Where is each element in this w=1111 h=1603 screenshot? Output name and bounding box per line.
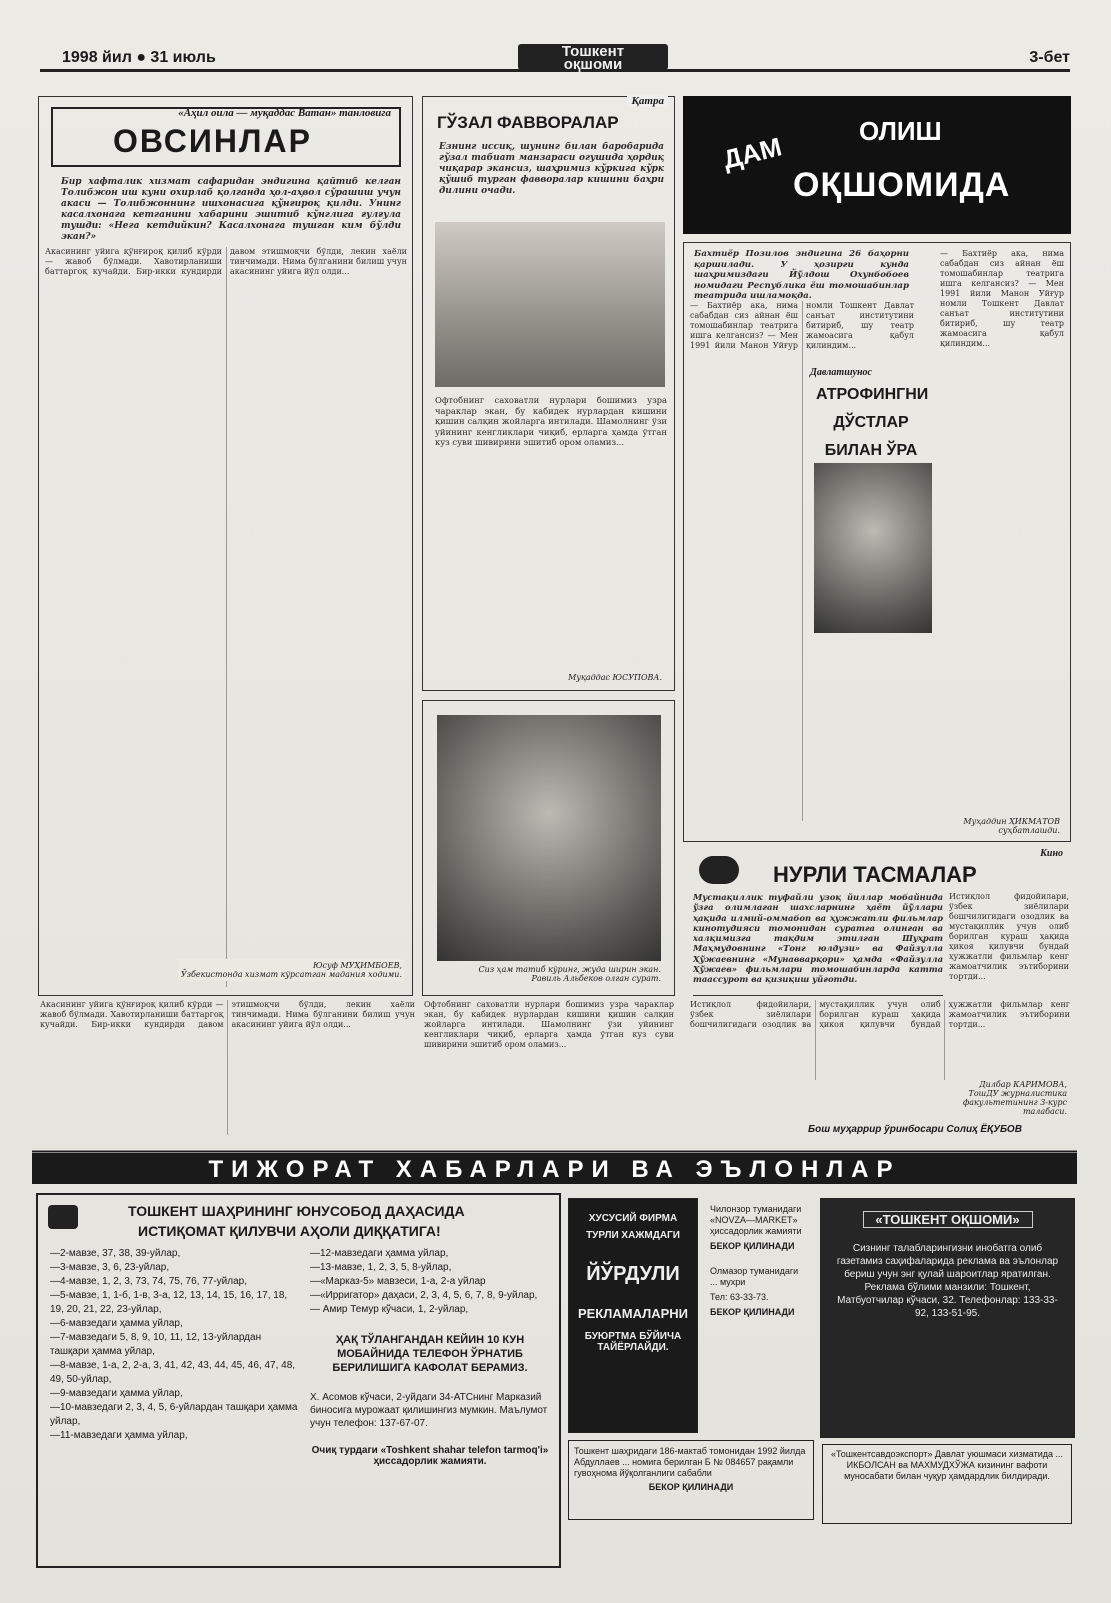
ad5-text: Тошкент шаҳридаги 186-мактаб томонидан 1992 йилда Абдуллаев ... номига берилган Б № 084657 рақамли гувоҳнома йўқолганлиги сабабли bbox=[574, 1446, 806, 1478]
banner-line3: ОҚШОМИДА bbox=[793, 166, 1011, 204]
article-signature: Юсуф МУҲИМБОЕВ, bbox=[312, 961, 402, 970]
article-lead: Бир хафталик хизмат сафаридан эндигина қайтиб келган Толибжон иш куни охирлаб қолганда ҳол-аҳвол сўрашиш учун акаси — Толибжоннинг ишхонасига қўнғироқ қилди. Унинг касалхонага кетганини хабарини эшитиб кўнглига ғулғула тушди: «Нега кетдийкин? Касалхонага тушган ким бўлди экан?» bbox=[61, 177, 401, 242]
actor-portrait bbox=[814, 463, 932, 633]
interview-right-column: — Бахтиёр ака, нима сабабдан сиз айнан ёш томошабинлар театрига ишга келгансиз? — Мен 1991 йили Манон Уйғур номли Тошкент Давлат санъат институтини битириб, шу театр жамоасига қабул қилиндим... bbox=[940, 249, 1064, 348]
ad-address: Х. Асомов кўчаси, 2-уйдаги 34-АТСнинг Марказий биносига мурожаат қилишингиз мумкин. Маълумот учун телефон: 137-67-07. bbox=[310, 1392, 548, 1429]
ad4-title: «ТОШКЕНТ ОҚШОМИ» bbox=[863, 1211, 1033, 1228]
address-list-left: —2-мавзе, 37, 38, 39-уйлар, —3-мавзе, 3, 6, 23-уйлар, —4-мавзе, 1, 2, 3, 73, 74, 75, 76, 77-уйлар, —5-мавзе, 1, 1-б, 1-в, 3-а, 12, 13, 14, 15, 16, 17, 18, 19, 20, 21, 22, 23-уйлар, —6-мавзедаги ҳамма уйлар, —7-мавзедаги 5, 8, 9, 10, 11, 12, 13-уйлардан ташқари ҳамма уйлар, —8-мавзе, 1-а, 2, 2-а, 3, 41, 42, 43, 44, 45, 46, 47, 48, 49, 50-уйлар, —9-мавзедаги ҳамма уйлар, —10-мавзедаги 2, 3, 4, 5, 6-уйлардан ташқари ҳамма уйлар, —11-мавзедаги ҳамма уйлар, bbox=[50, 1248, 298, 1441]
article-nurli bbox=[683, 848, 1071, 996]
ad-title-2: ИСТИҚОМАТ ҚИЛУВЧИ АҲОЛИ ДИҚҚАТИГА! bbox=[138, 1223, 441, 1239]
article-tag: Қатра bbox=[627, 95, 668, 107]
article-signature: Муқаддас ЮСУПОВА. bbox=[568, 673, 662, 682]
ad2-line1: ХУСУСИЙ ФИРМА bbox=[588, 1213, 678, 1224]
deputy-editor-line: Бош муҳаррир ўринбосари Солиҳ ЁҚУБОВ bbox=[808, 1124, 1022, 1135]
banner-line2: ОЛИШ bbox=[859, 116, 942, 146]
ad2-line3: ЙЎРДУЛИ bbox=[586, 1263, 680, 1285]
children-photo bbox=[437, 715, 661, 961]
ovsin-continued: Акасининг уйига қўнғироқ қилиб кўрди — жавоб бўлмади. Хавотирланиши баттаргоқ кучайди. Бир-икки кундирди давом этишмоқчи бўлди, лекин хаёли тинчимади. Нима бўлганини билиш учун акасининг уйига йўл олди... bbox=[40, 1000, 415, 1029]
ad-footer: Очиқ турдаги «Toshkent shahar telefon tarmoq'i» ҳиссадорлик жамияти. bbox=[311, 1445, 549, 1467]
nurli-body-columns: Истиқлол фидойилари, ўзбек зиёлилари бошчилигидаги озодлик ва мустақиллик учун олиб борилган кураш ҳақида ҳикоя қилувчи бундай ҳужжатли фильмлар кенг жамоатчилик эътиборини тортди... bbox=[690, 1000, 1070, 1029]
article-lead: Ёзнинг иссиқ, шунинг билан баробарида гўзал табиат манзараси огушида ҳордиқ чиқарар экансиз, шаҳримиз кўркига кўрк қўшиб турган фавворалар кишини баҳри дилини очади. bbox=[439, 142, 664, 196]
article-kicker: «Аҳил оила — муқаддас Ватан» танловига bbox=[178, 107, 391, 119]
portrait-tag: Давлатшунос bbox=[810, 367, 872, 378]
ad-bekor-1 bbox=[704, 1198, 814, 1433]
article-body: Истиқлол фидойилари, ўзбек зиёлилари бошчилигидаги озодлик ва мустақиллик учун олиб борилган кураш ҳақида ҳикоя қилувчи бундай ҳужжатли фильмлар кенг жамоатчилик эътиборини тортди... bbox=[949, 892, 1069, 981]
masthead-logo: Тошкент оқшоми bbox=[518, 44, 668, 70]
ad-guarantee: ҲАҚ ТЎЛАНГАНДАН КЕЙИН 10 КУН МОБАЙНИДА ТЕЛЕФОН ЎРНАТИБ БЕРИЛИШИГА КАФОЛАТ БЕРАМИЗ. bbox=[332, 1334, 528, 1374]
ad-title: ТОШКЕНТ ШАҲРИНИНГ ЮНУСОБОД ДАҲАСИДА bbox=[128, 1203, 465, 1219]
ad-bekor-2 bbox=[568, 1440, 814, 1520]
article-signature: Дилбар КАРИМОВА, bbox=[979, 1080, 1067, 1089]
ad2-line4: РЕКЛАМАЛАРНИ bbox=[577, 1306, 689, 1321]
favvora-continued: Офтобнинг саховатли нурлари бошимиз узра чараклар экан, бу кабидек нурлардан кишини қишин салқин жойларга интилади. Шамолнинг ўзи уйининг кенгликлари чиқиб, ерларга ҳамда ўтган куз суви шивирини эшитиб ором оламиз... bbox=[424, 1000, 674, 1049]
banner-line1: ДАМ bbox=[720, 131, 785, 175]
article-body: Акасининг уйига қўнғироқ қилиб кўрди — жавоб бўлмади. Хавотирланиши баттаргоқ кучайди. Бир-икки кундирди давом этишмоқчи бўлди, лекин хаёли тинчимади. Нима бўлганини билиш учун акасининг уйига йўл олди... bbox=[45, 247, 407, 276]
page-number: 3-бет bbox=[1029, 49, 1070, 66]
article-lead: Мустақиллик туфайли узоқ йиллар мобайнида ўзга олимлаган шахсларнинг ҳаёт йўллари ҳақида илмий-оммабоп ва ҳужжатли фильмлар кинотудияси томонидан суратга олинган ва халқимизга тақдим этилган Шуҳрат Маҳмудовнинг «Тонг юлдузи» ва Файзулла Ҳўжаевнинг «Мунавварқори» ҳамда «Файзулла Ҳўжаев» фильмлари томошабинларда катта таассурот ва қизиқиш уйғотди. bbox=[693, 892, 943, 996]
commercial-banner: ТИЖОРАТ ХАБАРЛАРИ ВА ЭЪЛОНЛАР bbox=[32, 1150, 1077, 1184]
dam-olish-banner bbox=[683, 96, 1071, 234]
issue-date: 1998 йил ● 31 июль bbox=[62, 49, 216, 66]
ad3-text: Чилонзор туманидаги «NOVZA—MARKET» ҳиссадорлик жамияти bbox=[710, 1204, 802, 1236]
photo-caption: Сиз ҳам татиб кўринг, жуда ширин экан. bbox=[478, 965, 661, 974]
ad-reklama bbox=[568, 1198, 698, 1433]
photo-block bbox=[422, 700, 675, 996]
article-favvoralar bbox=[422, 96, 675, 691]
ad3-cancel: БЕКОР ҚИЛИНАДИ bbox=[710, 1241, 795, 1251]
article-ovsinlar bbox=[38, 96, 413, 996]
photo-credit: Равиль Альбеков олган сурат. bbox=[531, 974, 661, 983]
ad-telefon bbox=[36, 1193, 561, 1568]
article-body: Офтобнинг саховатли нурлари бошимиз узра чараклар экан, бу кабидек нурлардан кишини қишин салқин жойларга интилади. Шамолнинг ўзи уйининг кенгликлари чиқиб, ерларга ҳамда ўтган куз суви шивирини эшитиб ором оламиз... bbox=[435, 395, 667, 447]
ad4-body: Сизнинг талабларингизни инобатга олиб газетамиз саҳифаларида реклама ва эълонлар бериш учун энг қулай шароитлар яратилган. Реклама бўлими манзили: Тошкент, Матбуотчилар кўчаси, 32. Телефонлар: 133-33-92, 133-51-95. bbox=[836, 1243, 1059, 1319]
ad2-line5: БУЮРТМА БЎЙИЧА ТАЙЁРЛАЙДИ. bbox=[584, 1331, 682, 1353]
article-dam-olish bbox=[683, 242, 1071, 842]
portrait-heading: АТРОФИНГНИ ДЎСТЛАР БИЛАН ЎРА bbox=[816, 386, 929, 459]
article-title: ОВСИНЛАР bbox=[113, 123, 312, 159]
phone-icon bbox=[48, 1205, 78, 1229]
article-title: ГЎЗАЛ ФАВВОРАЛАР bbox=[437, 113, 619, 132]
article-signature-title: ТошДУ журналистика факультетининг 3-курс талабаси. bbox=[962, 1089, 1067, 1116]
article-signature: Муҳаддин ҲИКМАТОВ bbox=[963, 817, 1060, 826]
ad3-phone: Тел: 63-33-73. bbox=[710, 1292, 769, 1302]
ad3-cancel2: БЕКОР ҚИЛИНАДИ bbox=[710, 1307, 795, 1317]
article-body: — Бахтиёр ака, нима сабабдан сиз айнан ёш томошабинлар театрига ишга келгансиз? — Мен 1991 йили Манон Уйғур номли Тошкент Давлат санъат институтини битириб, шу театр жамоасига қабул қилиндим... bbox=[690, 301, 914, 350]
ad2-line2: ТУРЛИ ХАЖМДАГИ bbox=[586, 1230, 680, 1241]
address-list-right: —12-мавзедаги ҳамма уйлар, —13-мавзе, 1, 2, 3, 5, 8-уйлар, —«Марказ-5» мавзеси, 1-а, 2-а уйлар —«Ирригатор» даҳаси, 2, 3, 4, 5, 6, 7, 8, 9-уйлар, — Амир Темур кўчаси, 1, 2-уйлар, bbox=[310, 1248, 538, 1315]
ad-condolence: «Тошкентсавдоэкспорт» Давлат уюшмаси хизматида ... ИКБОЛСАН ва МАХМУДХЎЖА кизининг вафоти муносабати билан чуқур ҳамдардлик билдиради. bbox=[822, 1444, 1072, 1524]
page-header bbox=[40, 44, 1070, 72]
article-signature-title: суҳбатлашди. bbox=[998, 826, 1060, 835]
article-title: НУРЛИ ТАСМАЛАР bbox=[773, 862, 977, 887]
film-reel-icon bbox=[699, 856, 739, 884]
fountain-photo bbox=[435, 222, 665, 387]
ad5-cancel: БЕКОР ҚИЛИНАДИ bbox=[648, 1482, 734, 1492]
article-tag: Кино bbox=[1040, 848, 1063, 859]
ad3-text2: Олмазор туманидаги ... мухри bbox=[710, 1266, 799, 1287]
ad-toshkent-oqshomi bbox=[820, 1198, 1075, 1438]
article-lead: Бахтиёр Позилов эндигина 26 баҳорни қаршилади. У ҳозирги кунда шаҳримиздаги Йўлдош Охунбобоев номидаги Республика ёш томошабинлар театрида ишламоқда. bbox=[694, 249, 909, 301]
article-signature-title: Ўзбекистонда хизмат кўрсатган мадания ходими. bbox=[180, 970, 402, 979]
